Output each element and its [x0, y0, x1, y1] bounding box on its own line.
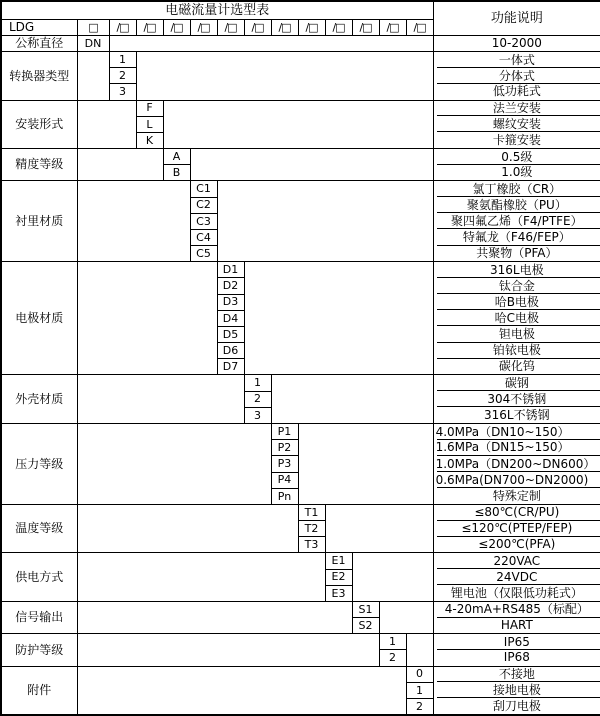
desc-cell-5-1: 钛合金 [433, 278, 600, 294]
model-slot-10: /□ [352, 19, 379, 35]
desc-cell-1-0: 一体式 [433, 52, 600, 68]
code-cell-7-3: P4 [271, 472, 298, 488]
desc-cell-11-0: IP65 [433, 634, 600, 650]
desc-cell-9-2: 锂电池（仅限低功耗式） [433, 585, 600, 601]
section-label-3: 精度等级 [1, 149, 77, 181]
section-label-5: 电极材质 [1, 262, 77, 375]
section-right-filler-10 [379, 601, 433, 633]
desc-cell-1-2: 低功耗式 [433, 84, 600, 100]
desc-cell-0-0: 10-2000 [433, 35, 600, 51]
section-label-11: 防护等级 [1, 634, 77, 666]
code-cell-6-2: 3 [244, 407, 271, 423]
desc-cell-11-1: IP68 [433, 650, 600, 666]
code-cell-7-4: Pn [271, 488, 298, 504]
section-left-filler-4 [77, 181, 190, 262]
code-cell-5-2: D3 [217, 294, 244, 310]
section-left-filler-8 [77, 504, 298, 553]
desc-cell-5-0: 316L电极 [433, 262, 600, 278]
section-right-filler-7 [298, 424, 433, 505]
section-left-filler-7 [77, 424, 271, 505]
model-first-box: □ [77, 19, 109, 35]
section-right-filler-1 [136, 52, 433, 101]
code-cell-9-1: E2 [325, 569, 352, 585]
section-right-filler-9 [352, 553, 433, 602]
code-cell-5-0: D1 [217, 262, 244, 278]
section-label-6: 外壳材质 [1, 375, 77, 424]
model-slot-11: /□ [379, 19, 406, 35]
code-cell-7-2: P3 [271, 456, 298, 472]
section-left-filler-9 [77, 553, 325, 602]
model-slot-9: /□ [325, 19, 352, 35]
section-right-filler-2 [163, 100, 433, 149]
code-cell-6-0: 1 [244, 375, 271, 391]
desc-cell-7-3: 0.6MPa(DN700~DN2000) [433, 472, 600, 488]
section-label-10: 信号输出 [1, 601, 77, 633]
desc-cell-8-0: ≤80℃(CR/PU) [433, 504, 600, 520]
code-cell-12-0: 0 [406, 666, 433, 682]
desc-cell-4-3: 特氟龙（F46/FEP） [433, 229, 600, 245]
code-cell-1-0: 1 [109, 52, 136, 68]
code-cell-5-4: D5 [217, 326, 244, 342]
section-right-filler-5 [244, 262, 433, 375]
section-left-filler-5 [77, 262, 217, 375]
desc-cell-2-2: 卡箍安装 [433, 132, 600, 148]
model-slot-2: /□ [136, 19, 163, 35]
desc-cell-9-1: 24VDC [433, 569, 600, 585]
desc-cell-9-0: 220VAC [433, 553, 600, 569]
function-column-header: 功能说明 [433, 1, 600, 35]
model-slot-1: /□ [109, 19, 136, 35]
code-cell-5-1: D2 [217, 278, 244, 294]
code-cell-9-2: E3 [325, 585, 352, 601]
code-cell-1-1: 2 [109, 68, 136, 84]
desc-cell-5-3: 哈C电极 [433, 310, 600, 326]
section-label-8: 温度等级 [1, 504, 77, 553]
code-cell-7-1: P2 [271, 440, 298, 456]
section-label-1: 转换器类型 [1, 52, 77, 101]
code-cell-2-2: K [136, 132, 163, 148]
section-label-2: 安装形式 [1, 100, 77, 149]
code-cell-4-0: C1 [190, 181, 217, 197]
code-cell-8-0: T1 [298, 504, 325, 520]
page-title: 电磁流量计选型表 [1, 1, 433, 19]
section-left-filler-12 [77, 666, 406, 715]
section-label-7: 压力等级 [1, 424, 77, 505]
code-cell-10-0: S1 [352, 601, 379, 617]
desc-cell-2-1: 螺纹安装 [433, 116, 600, 132]
code-cell-0-0: DN [77, 35, 109, 51]
desc-cell-7-0: 4.0MPa（DN10~150） [433, 424, 600, 440]
desc-cell-12-2: 刮刀电极 [433, 698, 600, 715]
code-cell-3-0: A [163, 149, 190, 165]
desc-cell-3-1: 1.0级 [433, 165, 600, 181]
desc-cell-7-4: 特殊定制 [433, 488, 600, 504]
model-slot-5: /□ [217, 19, 244, 35]
section-label-4: 衬里材质 [1, 181, 77, 262]
desc-cell-8-2: ≤200℃(PFA) [433, 537, 600, 553]
section-right-filler-8 [325, 504, 433, 553]
section-left-filler-3 [77, 149, 163, 181]
section-label-12: 附件 [1, 666, 77, 715]
desc-cell-6-2: 316L不锈钢 [433, 407, 600, 423]
code-cell-4-1: C2 [190, 197, 217, 213]
code-cell-7-0: P1 [271, 424, 298, 440]
code-cell-5-3: D4 [217, 310, 244, 326]
code-cell-11-1: 2 [379, 650, 406, 666]
model-slot-8: /□ [298, 19, 325, 35]
section-right-filler-6 [271, 375, 433, 424]
code-cell-4-3: C4 [190, 229, 217, 245]
desc-cell-4-0: 氯丁橡胶（CR） [433, 181, 600, 197]
desc-cell-6-0: 碳钢 [433, 375, 600, 391]
desc-cell-5-6: 碳化钨 [433, 359, 600, 375]
section-left-filler-6 [77, 375, 244, 424]
desc-cell-5-4: 钽电极 [433, 326, 600, 342]
code-cell-8-2: T3 [298, 537, 325, 553]
code-cell-8-1: T2 [298, 521, 325, 537]
desc-cell-7-1: 1.6MPa（DN15~150） [433, 440, 600, 456]
code-cell-5-5: D6 [217, 343, 244, 359]
desc-cell-12-1: 接地电极 [433, 682, 600, 698]
code-cell-4-2: C3 [190, 213, 217, 229]
desc-cell-4-2: 聚四氟乙烯（F4/PTFE） [433, 213, 600, 229]
code-cell-10-1: S2 [352, 618, 379, 634]
desc-cell-10-1: HART [433, 618, 600, 634]
desc-cell-12-0: 不接地 [433, 666, 600, 682]
code-cell-3-1: B [163, 165, 190, 181]
section-right-filler-11 [406, 634, 433, 666]
section-label-0: 公称直径 [1, 35, 77, 51]
desc-cell-3-0: 0.5级 [433, 149, 600, 165]
code-cell-2-1: L [136, 116, 163, 132]
code-cell-5-6: D7 [217, 359, 244, 375]
model-slot-12: /□ [406, 19, 433, 35]
desc-cell-6-1: 304不锈钢 [433, 391, 600, 407]
code-cell-2-0: F [136, 100, 163, 116]
section-label-9: 供电方式 [1, 553, 77, 602]
code-cell-9-0: E1 [325, 553, 352, 569]
model-slot-4: /□ [190, 19, 217, 35]
desc-cell-4-4: 共聚物（PFA） [433, 246, 600, 262]
desc-cell-8-1: ≤120℃(PTEP/FEP) [433, 521, 600, 537]
code-cell-1-2: 3 [109, 84, 136, 100]
desc-cell-2-0: 法兰安装 [433, 100, 600, 116]
code-cell-6-1: 2 [244, 391, 271, 407]
desc-cell-5-5: 铂铱电极 [433, 343, 600, 359]
section-right-filler-4 [217, 181, 433, 262]
code-cell-12-1: 1 [406, 682, 433, 698]
code-cell-12-2: 2 [406, 698, 433, 715]
section-left-filler-1 [77, 52, 109, 101]
section-right-filler-0 [109, 35, 433, 51]
model-slot-7: /□ [271, 19, 298, 35]
section-left-filler-11 [77, 634, 379, 666]
desc-cell-10-0: 4-20mA+RS485（标配） [433, 601, 600, 617]
model-slot-3: /□ [163, 19, 190, 35]
section-left-filler-10 [77, 601, 352, 633]
code-cell-11-0: 1 [379, 634, 406, 650]
section-left-filler-2 [77, 100, 136, 149]
desc-cell-7-2: 1.0MPa（DN200~DN600） [433, 456, 600, 472]
model-slot-6: /□ [244, 19, 271, 35]
code-cell-4-4: C5 [190, 246, 217, 262]
section-right-filler-3 [190, 149, 433, 181]
model-prefix: LDG [1, 19, 77, 35]
selection-table-body [1, 1, 600, 715]
desc-cell-1-1: 分体式 [433, 68, 600, 84]
desc-cell-4-1: 聚氨酯橡胶（PU） [433, 197, 600, 213]
desc-cell-5-2: 哈B电极 [433, 294, 600, 310]
